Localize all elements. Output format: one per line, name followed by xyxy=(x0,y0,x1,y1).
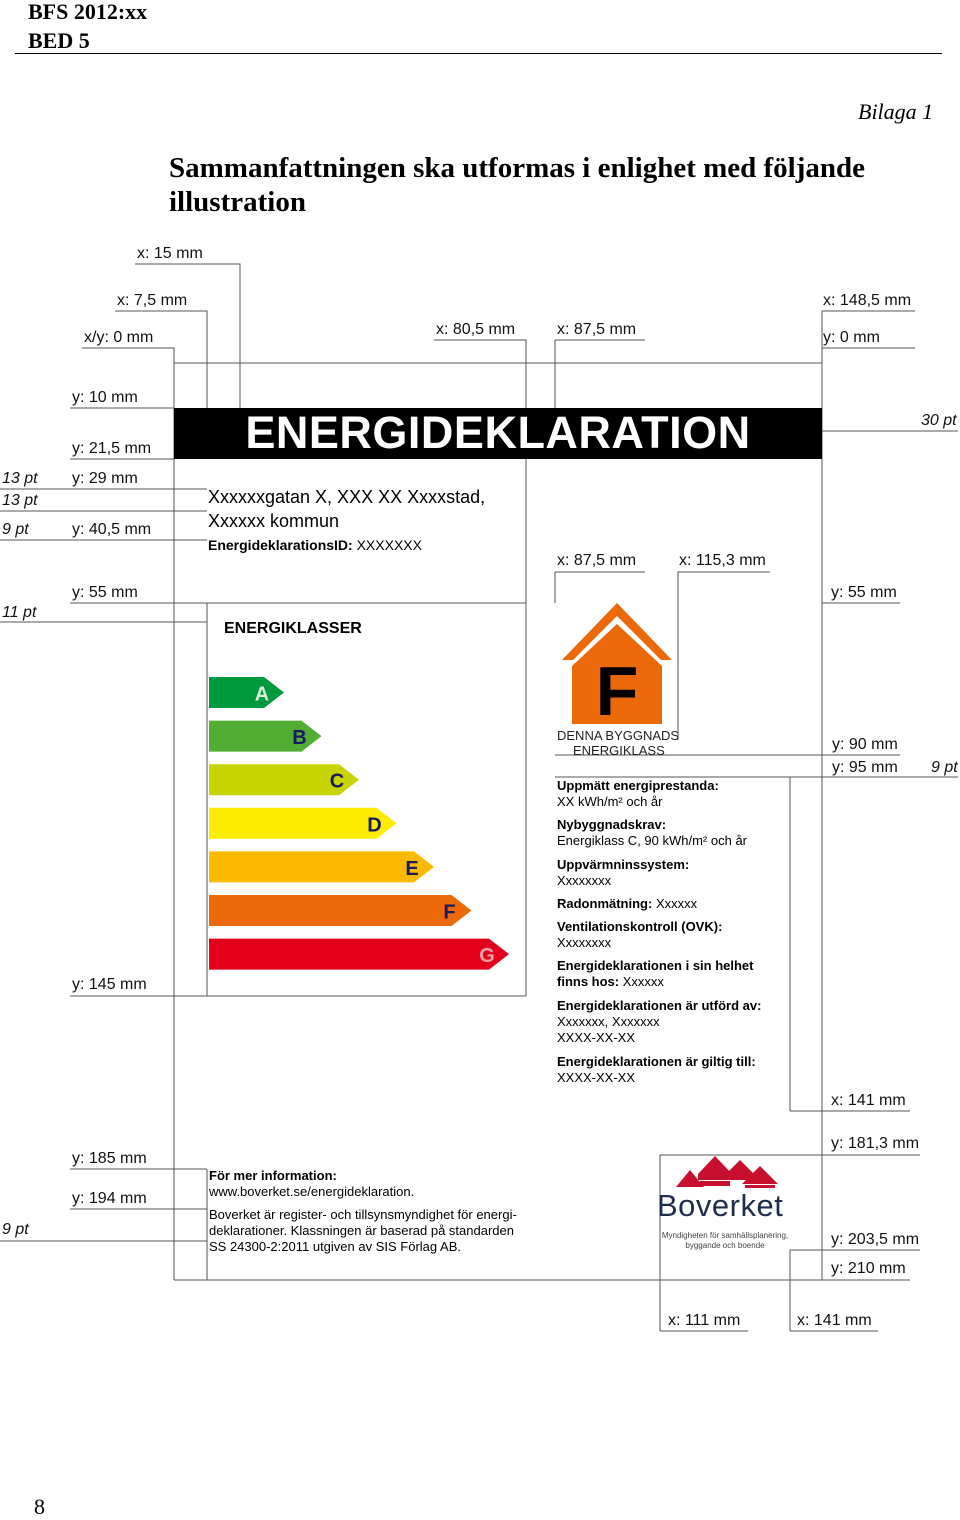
info-valid-value: XXXX-XX-XX xyxy=(557,1070,636,1085)
page-number: 8 xyxy=(34,1494,45,1519)
pt-11: 11 pt xyxy=(2,604,37,621)
dim-x141-mid: x: 141 mm xyxy=(831,1092,906,1109)
energideklaration-title: ENERGIDEKLARATION xyxy=(174,408,822,459)
energy-classes-heading: ENERGIKLASSER xyxy=(224,620,362,637)
dim-y90: y: 90 mm xyxy=(832,736,898,753)
dim-y29: y: 29 mm xyxy=(72,470,138,487)
energy-class-letter-a: A xyxy=(254,683,270,706)
bed-code: BED 5 xyxy=(28,28,90,53)
dim-y203-5: y: 203,5 mm xyxy=(831,1231,920,1248)
dim-y185: y: 185 mm xyxy=(72,1150,147,1167)
dim-x87-5-mid: x: 87,5 mm xyxy=(557,552,637,569)
house-class-letter: F xyxy=(595,652,639,730)
footer-line1: Boverket är register- och tillsynsmyndighet för energi- xyxy=(209,1207,517,1222)
pt-13-a: 13 pt xyxy=(2,470,38,487)
info-newbuild-label: Nybyggnadskrav: xyxy=(557,817,667,832)
energy-class-letter-c: C xyxy=(329,770,345,793)
address-line2: Xxxxxx kommun xyxy=(208,511,340,531)
dim-y55-left: y: 55 mm xyxy=(72,584,138,601)
boverket-tagline xyxy=(655,1231,795,1251)
info-valid-label: Energideklarationen är giltig till: xyxy=(557,1054,756,1069)
house-caption-line1: DENNA BYGGNADS xyxy=(557,728,680,743)
dim-x115-3: x: 115,3 mm xyxy=(679,552,766,569)
house-caption-line2: ENERGIKLASS xyxy=(573,743,665,758)
info-heating-value: Xxxxxxxx xyxy=(557,873,612,888)
bilaga-label: Bilaga 1 xyxy=(858,99,934,124)
info-performed-value: Xxxxxxx, Xxxxxxx xyxy=(557,1014,660,1029)
info-heating-label: Uppvärmninssystem: xyxy=(557,857,690,872)
dim-x87-5-top: x: 87,5 mm xyxy=(557,321,637,338)
energy-class-letter-d: D xyxy=(367,814,382,837)
dim-x80-5: x: 80,5 mm xyxy=(436,321,516,338)
pt-13-b: 13 pt xyxy=(2,492,38,509)
boverket-logo-text: Boverket xyxy=(657,1188,784,1223)
info-performed-label: Energideklarationen är utförd av: xyxy=(557,998,762,1013)
info-ventilation-value: Xxxxxxxx xyxy=(557,935,612,950)
pt-30: 30 pt xyxy=(921,412,957,429)
energy-class-letter-f: F xyxy=(443,901,456,924)
dim-x141-bottom: x: 141 mm xyxy=(797,1312,872,1329)
dim-x148-5: x: 148,5 mm xyxy=(823,292,912,309)
dim-y0: y: 0 mm xyxy=(823,329,880,346)
dim-x15: x: 15 mm xyxy=(137,245,203,262)
dim-y145: y: 145 mm xyxy=(72,976,147,993)
energy-class-letter-b: B xyxy=(292,727,307,750)
info-full-label: Energideklarationen i sin helhet xyxy=(557,958,754,973)
declaration-id-label: EnergideklarationsID: xyxy=(208,537,353,553)
dim-x7-5: x: 7,5 mm xyxy=(117,292,188,309)
page-title-line1: Sammanfattningen ska utformas i enlighet med följande xyxy=(169,152,866,184)
info-full-label2: finns hos: xyxy=(557,974,620,989)
declaration-id-value: XXXXXXX xyxy=(356,537,422,553)
info-radon-label: Radonmätning: xyxy=(557,896,653,911)
energy-class-letter-e: E xyxy=(405,857,419,880)
boverket-tagline-1: Myndigheten för samhällsplanering, xyxy=(661,1231,789,1240)
page-title-line2: illustration xyxy=(169,186,306,218)
info-radon-value: Xxxxxx xyxy=(655,896,698,911)
dim-x111: x: 111 mm xyxy=(668,1312,741,1329)
bfs-code: BFS 2012:xx xyxy=(28,0,148,24)
pt-9-left: 9 pt xyxy=(2,521,29,538)
more-info-url[interactable]: www.boverket.se/energideklaration. xyxy=(209,1184,415,1199)
info-newbuild-value: Energiklass C, 90 kWh/m² och år xyxy=(557,833,748,848)
info-full-value: Xxxxxx xyxy=(622,974,664,989)
dim-y194: y: 194 mm xyxy=(72,1190,147,1207)
dim-y40-5: y: 40,5 mm xyxy=(72,521,152,538)
info-measured-value: XX kWh/m² och år xyxy=(557,794,663,809)
pt-9-bottom: 9 pt xyxy=(2,1221,29,1238)
info-ventilation-label: Ventilationskontroll (OVK): xyxy=(557,919,723,934)
dim-y55-right: y: 55 mm xyxy=(831,584,897,601)
address-line1: Xxxxxxgatan X, XXX XX Xxxxstad, xyxy=(208,487,486,507)
boverket-tagline-2: byggande och boende xyxy=(685,1241,765,1250)
dim-y21-5: y: 21,5 mm xyxy=(72,440,152,457)
pt-9-right: 9 pt xyxy=(931,759,958,776)
info-measured-label: Uppmätt energiprestanda: xyxy=(557,778,719,793)
dim-y181-3: y: 181,3 mm xyxy=(831,1135,920,1152)
dim-y95: y: 95 mm xyxy=(832,759,898,776)
footer-line3: SS 24300-2:2011 utgiven av SIS Förlag AB. xyxy=(209,1239,461,1254)
energy-class-letter-g: G xyxy=(479,945,495,968)
footer-line2: deklarationer. Klassningen är baserad på standarden xyxy=(209,1223,514,1238)
dim-y210: y: 210 mm xyxy=(831,1260,906,1277)
more-info-label: För mer information: xyxy=(209,1168,337,1183)
info-performed-date: XXXX-XX-XX xyxy=(557,1030,636,1045)
dim-xy0: x/y: 0 mm xyxy=(84,329,154,346)
dim-y10: y: 10 mm xyxy=(72,389,138,406)
